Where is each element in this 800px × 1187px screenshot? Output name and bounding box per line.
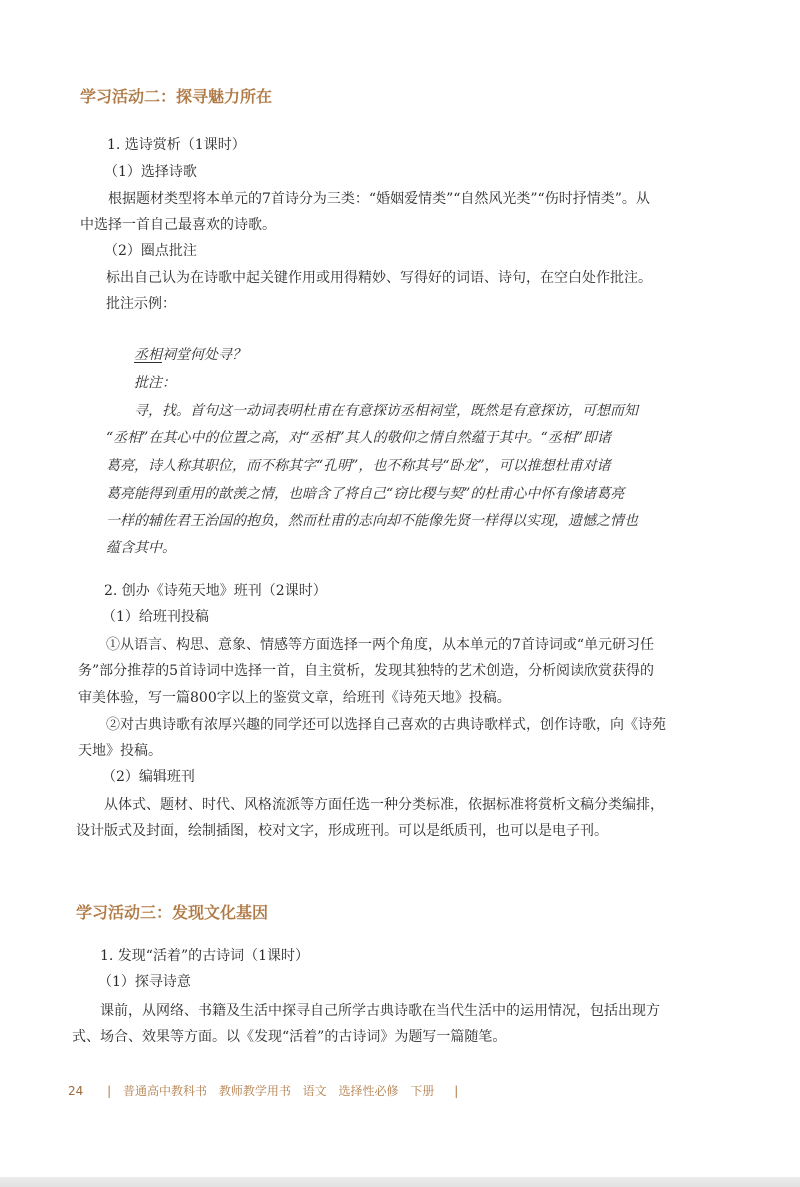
activity2-step2-title: （2）圈点批注	[104, 243, 197, 259]
footer-book-type: 教师教学用书	[218, 1084, 291, 1098]
activity2-step2-body: 标出自己认为在诗歌中起关键作用或用得精妙、写得好的词语、诗句，在空白处作批注。	[106, 270, 652, 286]
page-bottom-edge	[0, 1177, 800, 1187]
activity2-sub2-title: 2. 创办《诗苑天地》班刊（2课时）	[104, 583, 327, 599]
page-number: 24	[68, 1084, 84, 1098]
page-footer	[68, 1082, 466, 1099]
activity2-sub2-step1-line-2: 务”部分推荐的5首诗词中选择一首，自主赏析，发现其独特的艺术创造，分析阅读欣赏获得的	[78, 663, 655, 679]
activity2-title: 学习活动二：探寻魅力所在	[80, 87, 273, 106]
footer-part: 下册	[410, 1084, 435, 1098]
sample-verse-underlined: 丞相	[134, 347, 162, 363]
example-label: 批注示例：	[106, 296, 176, 312]
annotation-line-4: 葛亮能得到重用的歆羡之情，也暗含了将自己“窃比稷与契”的杜甫心中怀有像诸葛亮	[106, 486, 625, 502]
activity2-sub2-step1-line-1: ①从语言、构思、意象、情感等方面选择一两个角度，从本单元的7首诗词或“单元研习任	[106, 637, 655, 653]
footer-subject: 语文	[302, 1084, 327, 1098]
annotation-line-1: 寻，找。首句这一动词表明杜甫在有意探访丞相祠堂，既然是有意探访，可想而知	[134, 403, 638, 419]
activity3-step1-line-1: 课前，从网络、书籍及生活中探寻自己所学古典诗歌在当代生活中的运用情况，包括出现方	[100, 1003, 660, 1019]
sample-verse-rest: 祠堂何处寻？	[162, 347, 246, 363]
annotation-label: 批注：	[134, 375, 176, 391]
activity3-step1-title: （1）探寻诗意	[98, 974, 191, 990]
sample-verse	[134, 345, 246, 365]
footer-divider-end: |	[454, 1084, 459, 1098]
annotation-line-5: 一样的辅佐君王治国的抱负，然而杜甫的志向却不能像先贤一样得以实现，遗憾之情也	[106, 513, 638, 529]
activity2-sub2-step2-line-2: 设计版式及封面，绘制插图，校对文字，形成班刊。可以是纸质刊，也可以是电子刊。	[76, 823, 608, 839]
footer-volume: 选择性必修	[338, 1084, 399, 1098]
activity2-sub1-title: 1. 选诗赏析（1课时）	[107, 137, 246, 153]
activity2-sub2-step1-line-3: 审美体验，写一篇800字以上的鉴赏文章，给班刊《诗苑天地》投稿。	[78, 690, 511, 706]
annotation-line-3: 葛亮，诗人称其职位，而不称其字“孔明”，也不称其号“卧龙”，可以推想杜甫对诸	[106, 458, 611, 474]
activity3-sub1-title: 1. 发现“活着”的古诗词（1课时）	[100, 948, 310, 964]
activity2-step1-line-2: 中选择一首自己最喜欢的诗歌。	[80, 217, 276, 233]
activity2-sub2-step2-line-1: 从体式、题材、时代、风格流派等方面任选一种分类标准，依据标准将赏析文稿分类编排，	[104, 797, 664, 813]
activity2-sub2-step2-title: （2）编辑班刊	[102, 769, 195, 785]
footer-book-series: 普通高中教科书	[122, 1084, 207, 1098]
activity2-sub2-step1-title: （1）给班刊投稿	[102, 609, 209, 625]
footer-divider: |	[107, 1084, 112, 1098]
activity2-sub2-step1-line-5: 天地》投稿。	[78, 743, 162, 759]
activity3-title: 学习活动三：发现文化基因	[76, 903, 269, 922]
activity2-step1-title: （1）选择诗歌	[104, 164, 197, 180]
activity3-step1-line-2: 式、场合、效果等方面。以《发现“活着”的古诗词》为题写一篇随笔。	[72, 1029, 507, 1045]
annotation-line-6: 蕴含其中。	[106, 540, 176, 556]
activity2-sub2-step1-line-4: ②对古典诗歌有浓厚兴趣的同学还可以选择自己喜欢的古典诗歌样式，创作诗歌，向《诗苑	[106, 717, 666, 733]
activity2-step1-line-1: 根据题材类型将本单元的7首诗分为三类：“婚姻爱情类”“自然风光类”“伤时抒情类”。从	[108, 191, 650, 207]
annotation-line-2: “丞相”在其心中的位置之高，对“丞相”其人的敬仰之情自然蕴于其中。“丞相”即诸	[106, 430, 611, 446]
